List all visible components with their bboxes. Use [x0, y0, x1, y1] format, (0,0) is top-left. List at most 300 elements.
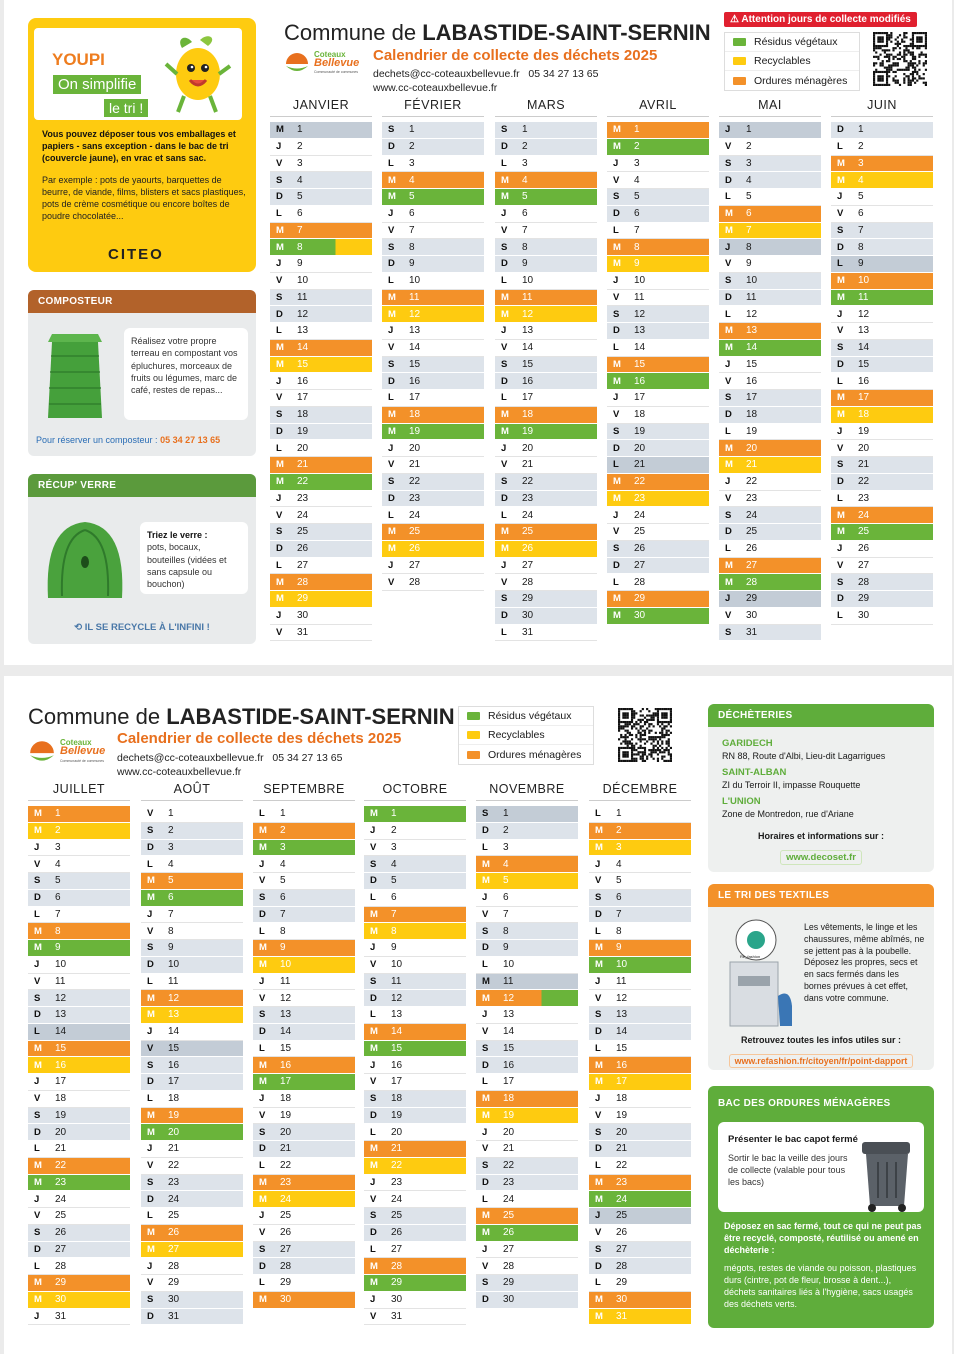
day-row — [141, 1024, 243, 1041]
day-number: 26 — [746, 543, 758, 555]
day-number: 24 — [616, 1193, 628, 1205]
day-row — [589, 1041, 691, 1058]
day-row — [476, 1275, 578, 1292]
day-number: 4 — [409, 174, 415, 186]
day-letter: J — [501, 442, 507, 454]
day-number: 25 — [522, 526, 534, 538]
day-number: 5 — [280, 875, 286, 887]
day-number: 28 — [168, 1260, 180, 1272]
day-row — [364, 840, 466, 857]
day-letter: L — [259, 808, 265, 820]
day-number: 29 — [55, 1277, 67, 1289]
page-title — [284, 20, 711, 46]
day-row — [831, 206, 933, 223]
day-row — [141, 1007, 243, 1024]
day-number: 1 — [409, 124, 415, 136]
day-letter: J — [725, 124, 731, 136]
day-row — [831, 457, 933, 474]
day-row — [589, 1208, 691, 1225]
day-row — [382, 223, 484, 240]
day-row — [382, 139, 484, 156]
day-letter: L — [34, 1260, 40, 1272]
day-row — [607, 156, 709, 173]
day-letter: J — [725, 358, 731, 370]
day-number: 30 — [391, 1294, 403, 1306]
day-row — [28, 923, 130, 940]
day-letter: V — [501, 576, 508, 588]
month-column — [253, 782, 355, 1309]
day-row — [831, 256, 933, 273]
day-number: 2 — [55, 825, 61, 837]
day-number: 11 — [746, 291, 757, 303]
day-letter: M — [725, 559, 733, 571]
day-row — [270, 491, 372, 508]
day-row — [831, 574, 933, 591]
day-row — [831, 122, 933, 139]
day-row — [831, 373, 933, 390]
day-row — [719, 608, 821, 625]
day-row — [476, 806, 578, 823]
day-letter: S — [725, 509, 732, 521]
day-row — [141, 823, 243, 840]
day-row — [382, 273, 484, 290]
day-number: 12 — [746, 308, 758, 320]
day-letter: V — [837, 559, 844, 571]
day-letter: D — [613, 325, 620, 337]
day-row — [607, 323, 709, 340]
day-letter: J — [370, 1059, 376, 1071]
day-number: 11 — [168, 975, 179, 987]
day-row — [28, 840, 130, 857]
bac-title: BAC DES ORDURES MÉNAGÈRES — [718, 1098, 891, 1109]
day-number: 16 — [616, 1059, 628, 1071]
day-row — [28, 890, 130, 907]
day-row — [589, 856, 691, 873]
day-row — [141, 1309, 243, 1326]
day-letter: L — [837, 141, 843, 153]
day-row — [141, 1108, 243, 1125]
day-row — [607, 541, 709, 558]
day-row — [141, 940, 243, 957]
day-row — [831, 524, 933, 541]
day-letter: M — [613, 258, 621, 270]
day-number: 18 — [503, 1093, 515, 1105]
day-number: 23 — [522, 492, 534, 504]
decheterie-site-0 — [722, 738, 928, 762]
day-letter: V — [837, 208, 844, 220]
day-letter: L — [276, 442, 282, 454]
day-number: 17 — [168, 1076, 180, 1088]
legend-recyclable-label: Recyclables — [754, 55, 811, 67]
day-letter: M — [613, 476, 621, 488]
day-letter: L — [725, 425, 731, 437]
decoset-link[interactable]: www.decoset.fr — [780, 850, 862, 865]
month-column — [382, 98, 484, 591]
day-number: 13 — [522, 325, 534, 337]
day-letter: M — [259, 1294, 267, 1306]
day-row — [382, 491, 484, 508]
day-number: 16 — [634, 375, 646, 387]
day-row — [831, 541, 933, 558]
day-row — [476, 940, 578, 957]
day-row — [253, 1258, 355, 1275]
day-number: 27 — [616, 1243, 628, 1255]
logo-line1-2: Coteaux — [60, 738, 92, 747]
day-number: 26 — [858, 543, 870, 555]
day-row — [495, 407, 597, 424]
day-number: 28 — [616, 1260, 628, 1272]
day-number: 22 — [746, 476, 758, 488]
day-letter: L — [482, 959, 488, 971]
logo-tagline-2: Communauté de communes — [60, 759, 104, 763]
day-letter: J — [370, 825, 376, 837]
day-row — [270, 424, 372, 441]
day-number: 12 — [391, 992, 403, 1004]
verre-footer-text: IL SE RECYCLE À L'INFINI ! — [84, 622, 210, 633]
day-letter: M — [276, 576, 284, 588]
youpi-label: YOUPI — [52, 50, 105, 69]
day-row — [831, 474, 933, 491]
day-letter: L — [837, 492, 843, 504]
day-row — [270, 256, 372, 273]
day-number: 6 — [522, 208, 528, 220]
refashion-link[interactable]: www.refashion.fr/citoyen/fr/point-dapport — [729, 1054, 914, 1068]
alert-badge — [724, 12, 917, 27]
contact-website-2[interactable]: www.cc-coteauxbellevue.fr — [117, 766, 242, 778]
day-number: 8 — [168, 925, 174, 937]
day-row — [270, 122, 372, 139]
day-row — [28, 1258, 130, 1275]
day-number: 9 — [409, 258, 415, 270]
day-row — [28, 1175, 130, 1192]
day-letter: V — [147, 1042, 154, 1054]
day-row — [495, 440, 597, 457]
day-number: 1 — [858, 124, 864, 136]
day-number: 5 — [391, 875, 397, 887]
day-letter: D — [370, 992, 377, 1004]
day-number: 10 — [746, 275, 758, 287]
day-number: 27 — [409, 559, 421, 571]
day-letter: J — [34, 841, 40, 853]
day-number: 18 — [634, 409, 646, 421]
day-number: 6 — [168, 892, 174, 904]
day-letter: V — [837, 442, 844, 454]
day-letter: J — [725, 241, 731, 253]
day-letter: M — [34, 1294, 42, 1306]
day-number: 31 — [616, 1310, 628, 1322]
day-number: 16 — [168, 1059, 180, 1071]
day-number: 17 — [522, 392, 534, 404]
day-row — [364, 1258, 466, 1275]
day-row — [382, 541, 484, 558]
day-letter: M — [259, 1059, 267, 1071]
day-letter: M — [34, 825, 42, 837]
day-row — [607, 239, 709, 256]
day-letter: J — [613, 157, 619, 169]
day-row — [28, 1124, 130, 1141]
day-row — [270, 591, 372, 608]
day-letter: M — [34, 1160, 42, 1172]
day-row — [495, 139, 597, 156]
day-row — [607, 290, 709, 307]
day-letter: L — [613, 576, 619, 588]
month-header: DÉCEMBRE — [589, 782, 691, 801]
qr-code-icon-2[interactable] — [618, 708, 672, 762]
day-number: 12 — [858, 308, 870, 320]
day-number: 10 — [280, 959, 292, 971]
day-letter: J — [595, 1210, 601, 1222]
day-letter: V — [613, 409, 620, 421]
day-letter: M — [276, 342, 284, 354]
day-letter: M — [259, 959, 267, 971]
day-row — [589, 890, 691, 907]
day-row — [589, 1141, 691, 1158]
glass-container-icon — [42, 516, 128, 600]
day-number: 4 — [55, 858, 61, 870]
decheteries-box — [708, 704, 934, 872]
day-letter: M — [837, 509, 845, 521]
bac-card — [718, 1122, 924, 1212]
day-number: 1 — [522, 124, 528, 136]
day-row — [28, 1141, 130, 1158]
day-number: 31 — [55, 1310, 67, 1322]
day-row — [382, 558, 484, 575]
day-row — [476, 974, 578, 991]
day-letter: L — [595, 925, 601, 937]
day-row — [253, 1041, 355, 1058]
day-letter: M — [613, 593, 621, 605]
day-row — [382, 390, 484, 407]
day-letter: J — [482, 1243, 488, 1255]
day-row — [141, 1175, 243, 1192]
day-number: 23 — [55, 1176, 67, 1188]
day-letter: S — [34, 875, 41, 887]
day-letter: V — [595, 992, 602, 1004]
day-number: 3 — [503, 841, 509, 853]
day-row — [476, 923, 578, 940]
contact-website[interactable]: www.cc-coteauxbellevue.fr — [373, 82, 498, 94]
day-letter: D — [388, 375, 395, 387]
day-letter: V — [370, 1310, 377, 1322]
day-row — [364, 823, 466, 840]
day-letter: J — [34, 1310, 40, 1322]
day-number: 14 — [746, 342, 758, 354]
page-subtitle-2: Calendrier de collecte des déchets 2025 — [117, 730, 402, 747]
day-row — [589, 1074, 691, 1091]
day-letter: D — [837, 358, 844, 370]
day-number: 5 — [522, 191, 528, 203]
day-number: 15 — [522, 358, 534, 370]
decheterie-name-2: L'UNION — [722, 796, 761, 807]
day-row — [476, 1074, 578, 1091]
day-number: 4 — [522, 174, 528, 186]
day-letter: V — [276, 157, 283, 169]
day-row — [719, 474, 821, 491]
day-row — [270, 440, 372, 457]
month-header: SEPTEMBRE — [253, 782, 355, 801]
day-letter: D — [147, 1310, 154, 1322]
day-letter: M — [259, 1176, 267, 1188]
legend-2 — [458, 706, 594, 765]
day-row — [28, 940, 130, 957]
day-number: 5 — [55, 875, 61, 887]
contact-email-phone-2[interactable]: dechets@cc-coteauxbellevue.fr 05 34 27 13 65 — [117, 752, 343, 764]
day-letter: D — [501, 492, 508, 504]
day-number: 27 — [55, 1243, 67, 1255]
day-letter: L — [725, 308, 731, 320]
day-number: 6 — [409, 208, 415, 220]
day-letter: S — [34, 1227, 41, 1239]
legend-ordures-swatch — [733, 77, 746, 85]
day-row — [589, 1175, 691, 1192]
day-number: 3 — [55, 841, 61, 853]
day-letter: V — [147, 925, 154, 937]
day-row — [382, 206, 484, 223]
day-number: 1 — [297, 124, 303, 136]
day-row — [495, 206, 597, 223]
day-number: 23 — [858, 492, 870, 504]
day-number: 10 — [522, 275, 534, 287]
day-row — [589, 1057, 691, 1074]
day-number: 9 — [391, 942, 397, 954]
day-letter: S — [388, 358, 395, 370]
day-letter: D — [482, 1176, 489, 1188]
day-letter: V — [34, 1210, 41, 1222]
day-letter: M — [613, 358, 621, 370]
day-letter: M — [725, 224, 733, 236]
day-number: 5 — [616, 875, 622, 887]
day-number: 10 — [503, 959, 515, 971]
day-row — [364, 873, 466, 890]
day-letter: M — [370, 1260, 378, 1272]
day-letter: L — [388, 392, 394, 404]
day-number: 13 — [616, 1009, 628, 1021]
textiles-title: LE TRI DES TEXTILES — [708, 884, 934, 907]
day-number: 26 — [634, 543, 646, 555]
decheterie-addr-1: ZI du Terroir II, impasse Rouquette — [722, 780, 861, 790]
day-letter: S — [725, 157, 732, 169]
day-row — [364, 1141, 466, 1158]
qr-code-icon[interactable] — [873, 32, 927, 86]
day-row — [364, 940, 466, 957]
day-letter: J — [388, 208, 394, 220]
day-number: 16 — [280, 1059, 292, 1071]
day-letter: D — [147, 959, 154, 971]
day-number: 8 — [503, 925, 509, 937]
day-row — [364, 1175, 466, 1192]
day-number: 25 — [858, 526, 870, 538]
day-letter: M — [482, 975, 490, 987]
day-number: 15 — [634, 358, 646, 370]
day-row — [831, 239, 933, 256]
day-row — [495, 290, 597, 307]
day-letter: S — [501, 124, 508, 136]
day-number: 16 — [746, 375, 758, 387]
day-row — [607, 440, 709, 457]
day-letter: S — [595, 1126, 602, 1138]
day-number: 17 — [391, 1076, 403, 1088]
day-number: 29 — [168, 1277, 180, 1289]
day-number: 16 — [55, 1059, 67, 1071]
day-number: 29 — [503, 1277, 515, 1289]
day-number: 2 — [858, 141, 864, 153]
day-letter: M — [482, 1109, 490, 1121]
day-number: 26 — [55, 1227, 67, 1239]
day-letter: J — [613, 392, 619, 404]
day-number: 11 — [634, 291, 645, 303]
day-number: 31 — [168, 1310, 180, 1322]
day-letter: M — [837, 157, 845, 169]
day-row — [589, 1242, 691, 1259]
day-row — [607, 273, 709, 290]
day-letter: L — [370, 1126, 376, 1138]
decheteries-info-label: Horaires et informations sur : — [757, 831, 885, 841]
day-row — [495, 323, 597, 340]
day-letter: L — [370, 1009, 376, 1021]
legend-ordures-swatch-2 — [467, 751, 480, 759]
day-letter: M — [482, 1093, 490, 1105]
day-number: 12 — [297, 308, 309, 320]
day-letter: D — [837, 476, 844, 488]
day-number: 28 — [634, 576, 646, 588]
day-number: 27 — [522, 559, 534, 571]
day-number: 17 — [616, 1076, 628, 1088]
day-row — [28, 1309, 130, 1326]
day-letter: J — [259, 1093, 265, 1105]
day-row — [476, 1258, 578, 1275]
day-number: 3 — [522, 157, 528, 169]
day-number: 5 — [634, 191, 640, 203]
day-row — [589, 907, 691, 924]
day-letter: M — [147, 1126, 155, 1138]
day-letter: J — [837, 191, 843, 203]
day-letter: S — [595, 892, 602, 904]
day-number: 28 — [858, 576, 870, 588]
day-number: 21 — [522, 459, 534, 471]
day-row — [253, 1275, 355, 1292]
day-letter: D — [501, 375, 508, 387]
day-number: 2 — [168, 825, 174, 837]
day-row — [589, 873, 691, 890]
day-letter: L — [595, 1277, 601, 1289]
day-row — [495, 625, 597, 642]
day-number: 25 — [280, 1210, 292, 1222]
contact-email-phone[interactable]: dechets@cc-coteauxbellevue.fr 05 34 27 13 65 — [373, 68, 599, 80]
day-row — [719, 457, 821, 474]
day-number: 10 — [297, 275, 309, 287]
day-letter: J — [34, 1076, 40, 1088]
day-row — [28, 806, 130, 823]
day-letter: D — [370, 875, 377, 887]
day-row — [831, 172, 933, 189]
day-letter: M — [388, 174, 396, 186]
day-letter: D — [276, 543, 283, 555]
day-number: 27 — [391, 1243, 403, 1255]
day-number: 27 — [297, 559, 309, 571]
day-number: 16 — [858, 375, 870, 387]
day-number: 3 — [409, 157, 415, 169]
day-number: 11 — [55, 975, 66, 987]
day-number: 23 — [297, 492, 309, 504]
day-number: 8 — [616, 925, 622, 937]
day-letter: V — [725, 375, 732, 387]
day-number: 26 — [616, 1227, 628, 1239]
day-letter: D — [34, 1126, 41, 1138]
citeo-brand: CITEO — [108, 246, 164, 263]
day-letter: D — [259, 908, 266, 920]
day-number: 1 — [55, 808, 61, 820]
composteur-phone: 05 34 27 13 65 — [160, 435, 221, 445]
